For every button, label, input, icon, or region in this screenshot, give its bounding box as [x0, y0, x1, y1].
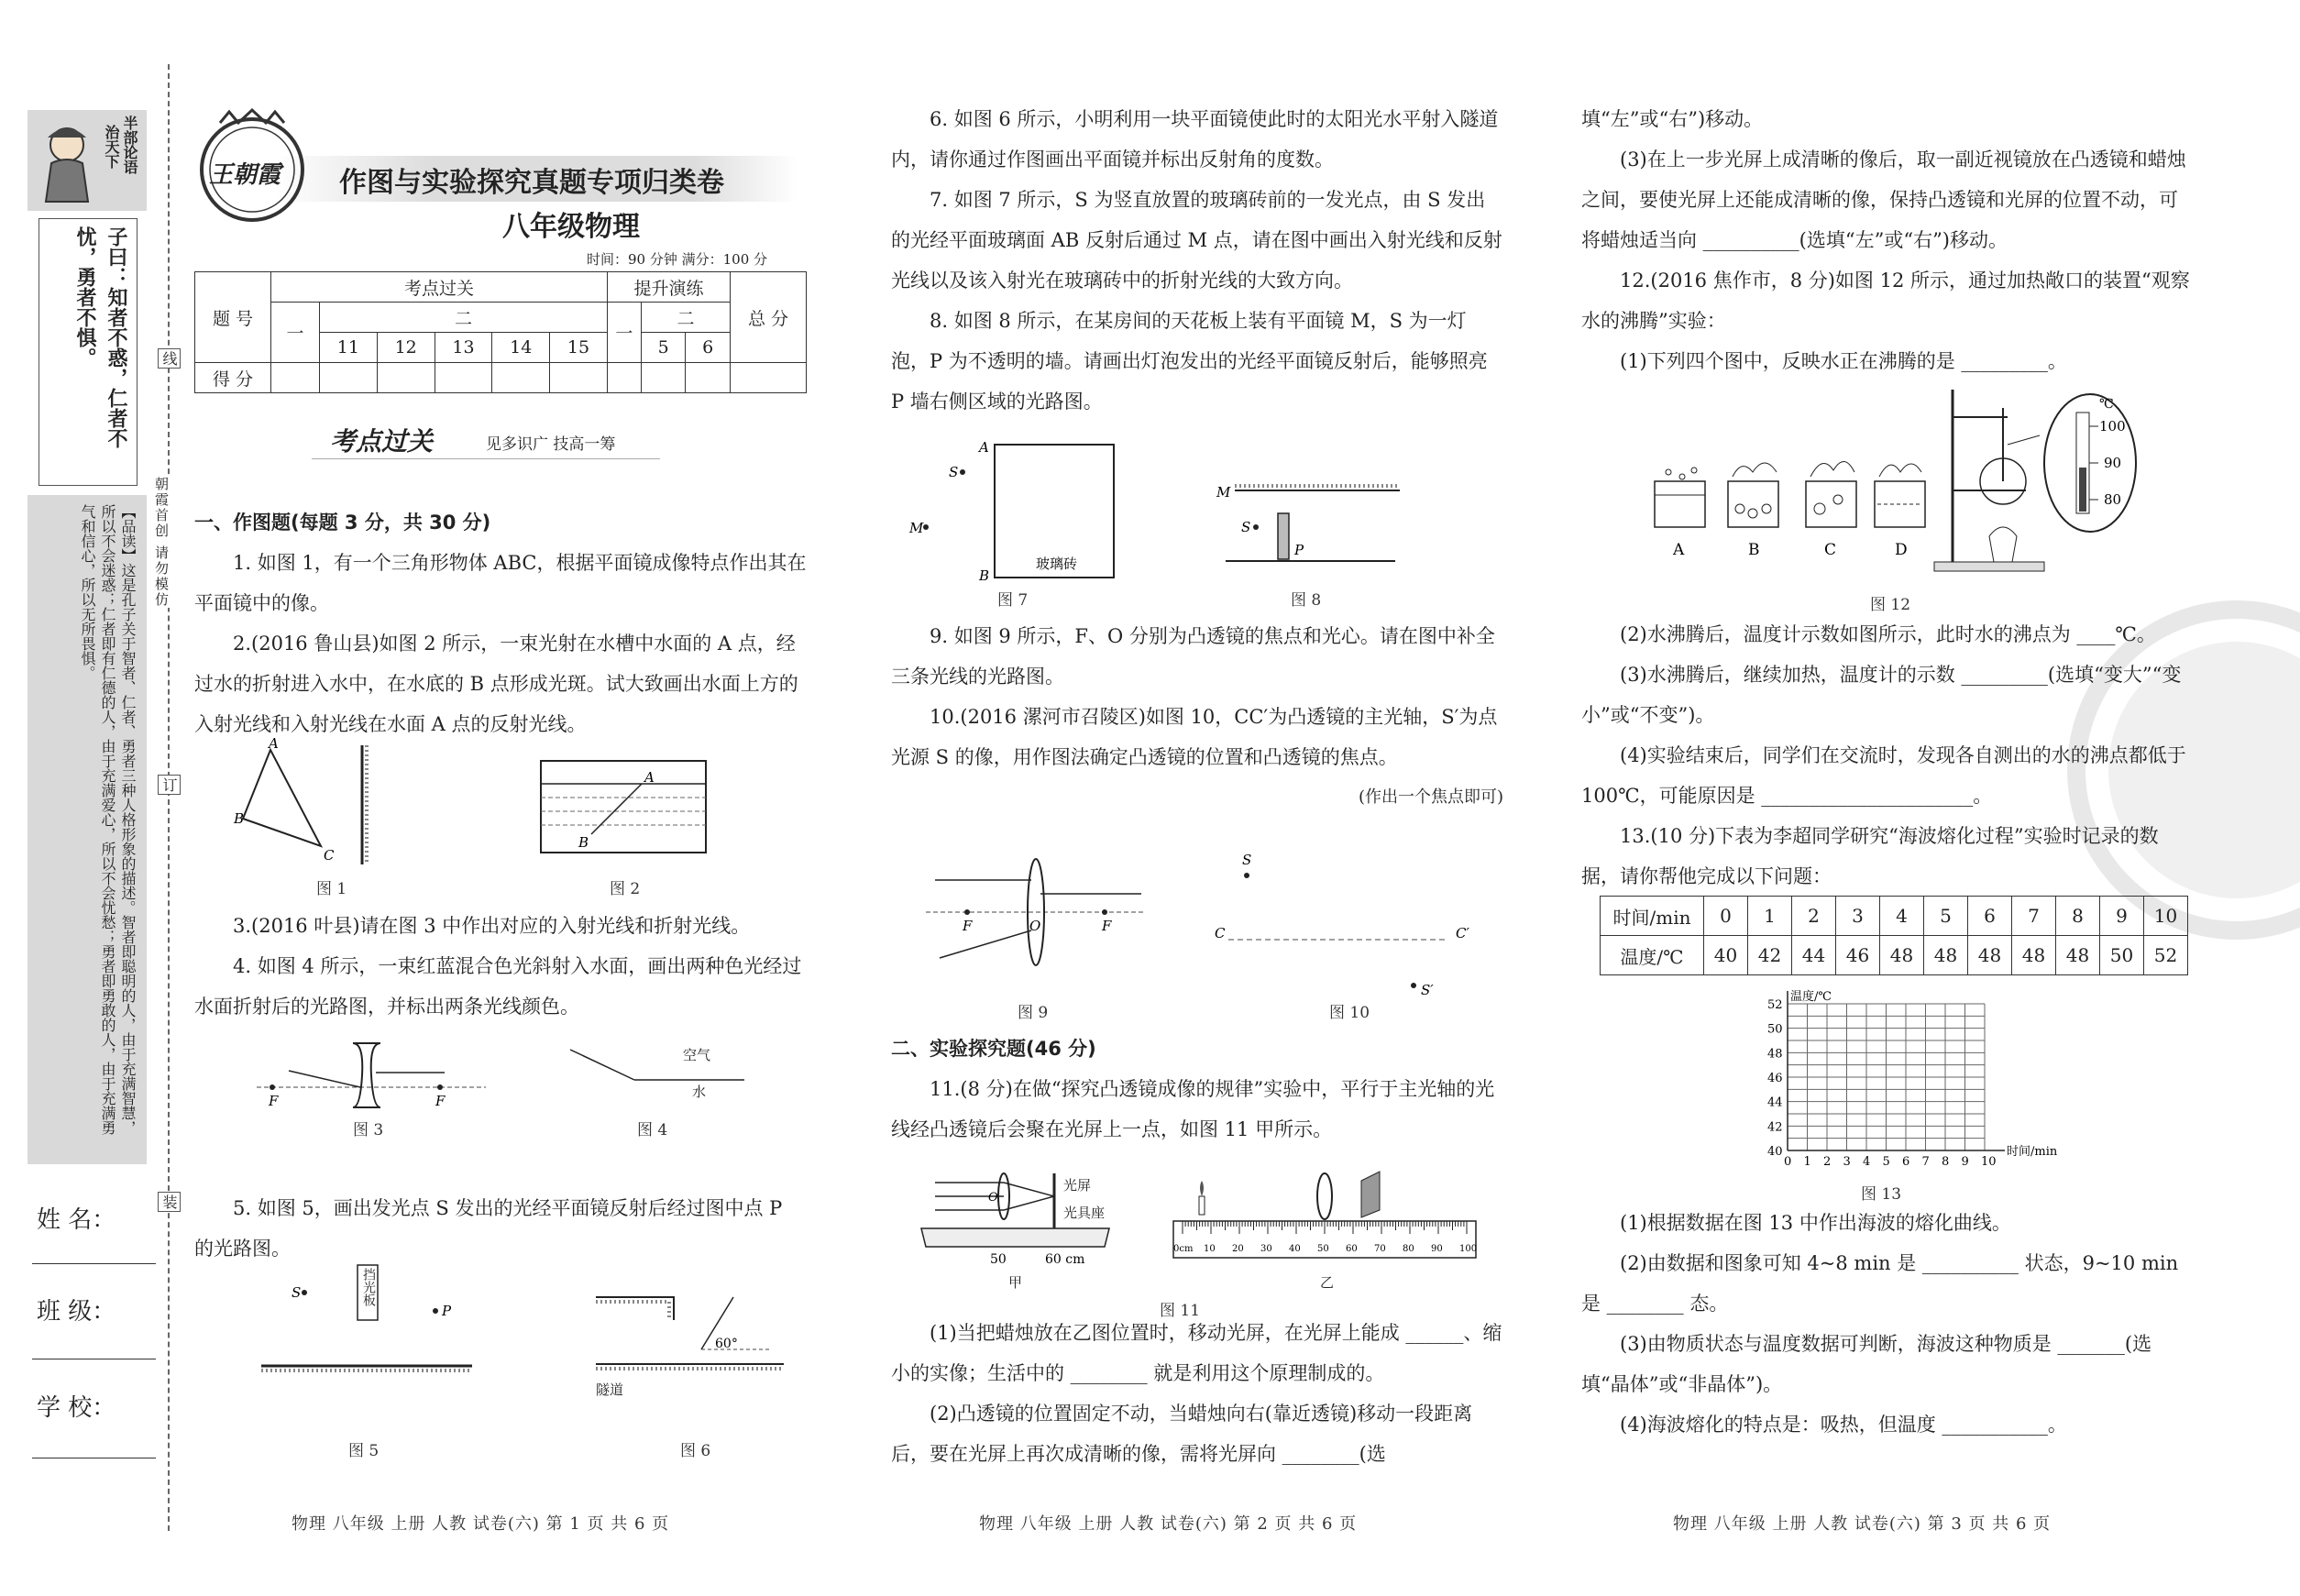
temp-cell: 48 [2056, 936, 2100, 975]
fig9-caption: 图 9 [1018, 1004, 1049, 1022]
fig7-diagram [908, 435, 1118, 582]
fig11-50: 50 [990, 1252, 1007, 1267]
q9: 9. 如图 9 所示，F、O 分别为凸透镜的焦点和光心。请在图中补全三条光线的光路图。 [891, 625, 1495, 688]
therm-80: 80 [2104, 491, 2122, 508]
page3-text-2 [1581, 614, 2194, 897]
fig7-S: S [949, 464, 959, 480]
reading-box [28, 495, 147, 1164]
fig4-diagram [561, 1045, 744, 1109]
fig8-M: M [1216, 484, 1231, 501]
exam-subtitle: 八年级物理 [502, 211, 640, 243]
n5: 5 [641, 333, 686, 363]
ruler-label: 20 [1232, 1244, 1244, 1254]
fig2-diagram [536, 756, 710, 857]
q12-2: (2)水沸腾后，温度计示数如图所示，此时水的沸点为 ____℃。 [1620, 623, 2156, 645]
time-cell: 6 [1968, 897, 2012, 936]
x-tick-label: 1 [1803, 1155, 1811, 1169]
page1-text-2 [194, 906, 807, 1027]
score-cell[interactable] [641, 363, 686, 393]
y-tick-label: 52 [1767, 998, 1783, 1012]
page2-text [891, 99, 1503, 422]
fig1-caption: 图 1 [316, 880, 347, 898]
score-cell[interactable] [607, 363, 641, 393]
fig9-F1: F [963, 918, 973, 934]
page3-text-3 [1581, 1203, 2194, 1445]
motto-sub: 治天下 [103, 125, 120, 169]
n15: 15 [550, 333, 608, 363]
cut-line [168, 64, 170, 1531]
fig10-S2: S′ [1421, 982, 1434, 998]
x-tick-label: 4 [1863, 1155, 1871, 1169]
section1-title: 一、作图题(每题 3 分，共 30 分) [194, 512, 491, 534]
footer-page1: 物理 八年级 上册 人教 试卷(六) 第 1 页 共 6 页 [292, 1514, 670, 1534]
n6: 6 [686, 333, 731, 363]
logo-text: 王朝霞 [209, 161, 281, 189]
fig7-glass: 玻璃砖 [1036, 556, 1078, 572]
ruler-label: 100 [1459, 1244, 1478, 1254]
time-cell: 5 [1924, 897, 1968, 936]
page1-text-3 [194, 1188, 807, 1269]
time-cell: 10 [2144, 897, 2188, 936]
q7: 7. 如图 7 所示，S 为竖直放置的玻璃砖前的一发光点，由 S 发出的光经平面玻璃面 AB 反射后通过 M 点，请在图中画出入射光线和反射光线以及该入射光在玻璃砖中的折射光线的大致方向。 [891, 189, 1502, 292]
ruler-label: 50 [1317, 1244, 1329, 1254]
x-axis-title: 时间/min [2007, 1145, 2058, 1159]
fig11-60: 60 cm [1045, 1252, 1085, 1267]
q13-3: (3)由物质状态与温度数据可判断，海波这种物质是 _______(选填“晶体”或“非晶体”)。 [1581, 1333, 2152, 1395]
label-C: C [1824, 541, 1837, 559]
score-table [194, 271, 807, 393]
q12-1: (1)下列四个图中，反映水正在沸腾的是 _________。 [1620, 350, 2067, 372]
fig10-caption: 图 10 [1329, 1004, 1370, 1022]
time-cell: 0 [1704, 897, 1748, 936]
time-cell: 3 [1836, 897, 1880, 936]
q6: 6. 如图 6 所示，小明利用一块平面镜使此时的太阳光水平射入隧道内，请你通过作图画出平面镜并标出反射角的度数。 [891, 108, 1499, 171]
score-cell[interactable] [435, 363, 492, 393]
therm-90: 90 [2104, 455, 2122, 471]
ruler-label: 60 [1346, 1244, 1358, 1254]
q12: 12.(2016 焦作市，8 分)如图 12 所示，通过加热敞口的装置“观察水的沸腾”实验： [1581, 270, 2190, 332]
footer-page2: 物理 八年级 上册 人教 试卷(六) 第 2 页 共 6 页 [979, 1514, 1358, 1534]
q10: 10.(2016 漯河市召陵区)如图 10，CC′为凸透镜的主光轴，S′为点光源 S 的像，用作图法确定凸透镜的位置和凸透镜的焦点。 [891, 706, 1498, 768]
temp-label: 温度/℃ [1601, 936, 1704, 975]
q2: 2.(2016 鲁山县)如图 2 所示，一束光射在水槽中水面的 A 点，经过水的折射进入水中，在水底的 B 点形成光斑。试大致画出水面上方的入射光线和入射光线在水面 A 点的反射光线。 [194, 633, 798, 735]
banner-slogan: 见多识广 技高一筹 [486, 435, 616, 454]
fig10-C: C [1215, 925, 1226, 941]
fig3-caption: 图 3 [353, 1121, 384, 1139]
h-zongfen: 总 分 [731, 272, 807, 363]
ruler-label: 10 [1204, 1244, 1216, 1254]
fig7-caption: 图 7 [997, 591, 1029, 610]
temp-cell: 46 [1836, 936, 1880, 975]
fig4-air: 空气 [683, 1047, 711, 1063]
x-tick-label: 3 [1843, 1155, 1851, 1169]
confucius-quote: 子曰：知者不惑，仁者不忧，勇者不惧。 [73, 226, 127, 448]
therm-100: 100 [2099, 418, 2126, 435]
fig11-O: O [988, 1191, 998, 1205]
banner-title: 考点过关 [330, 426, 434, 457]
fig11-yi: 乙 [1320, 1274, 1335, 1291]
fig5-S: S [292, 1284, 302, 1301]
n14: 14 [492, 333, 550, 363]
page2-text-2 [891, 616, 1503, 818]
label-B: B [1748, 541, 1760, 559]
confucius-icon [35, 119, 99, 206]
therm-unit: ℃ [2099, 397, 2114, 412]
fig11-jia: 甲 [1008, 1274, 1023, 1291]
x-tick-label: 7 [1921, 1155, 1930, 1169]
sidebar-header-box [28, 110, 147, 211]
page3-text [1581, 99, 2194, 381]
reading-text: 【品读】这是孔子关于智者、仁者、勇者三种人格形象的描述。智者即聪明的人，由于充满智慧，所以不会迷惑；仁者即有仁德的人，由于充满爱心，所以不会忧愁；勇者即勇敢的人，由于充满勇气和信心，所以无所畏惧。 [79, 504, 137, 1135]
ruler-label: 40 [1289, 1244, 1301, 1254]
temp-cell: 42 [1748, 936, 1792, 975]
fig1-B: B [234, 810, 245, 827]
ruler-label: 90 [1431, 1244, 1443, 1254]
fig8-P: P [1294, 542, 1304, 558]
x-tick-label: 0 [1784, 1155, 1792, 1169]
temp-cell: 40 [1704, 936, 1748, 975]
c-yi: 一 [271, 303, 320, 363]
score-cell[interactable] [550, 363, 608, 393]
h-kaodian: 考点过关 [271, 272, 608, 303]
x-tick-label: 2 [1823, 1155, 1832, 1169]
q5: 5. 如图 5，画出发光点 S 发出的光经平面镜反射后经过图中点 P 的光路图。 [194, 1197, 783, 1260]
h-defen: 得 分 [195, 363, 271, 393]
beaker-B [1728, 463, 1778, 527]
fig3-F1: F [269, 1093, 279, 1109]
beaker-D [1875, 464, 1925, 527]
fig6-caption: 图 6 [680, 1442, 711, 1460]
fig1-A: A [269, 735, 279, 752]
ruler-label: 0cm [1173, 1244, 1194, 1254]
section2-title: 二、实验探究题(46 分) [891, 1038, 1096, 1060]
fig2-caption: 图 2 [610, 880, 641, 898]
q10-note: (作出一个焦点即可) [1358, 787, 1503, 807]
school-label: 学 校： [37, 1394, 116, 1422]
beaker-A [1655, 468, 1705, 527]
ruler-label: 80 [1403, 1244, 1414, 1254]
x-tick-label: 10 [1981, 1155, 1997, 1169]
y-tick-label: 48 [1767, 1047, 1783, 1062]
fig12-caption: 图 12 [1870, 596, 1911, 614]
temp-cell: 44 [1792, 936, 1836, 975]
q11-3: (3)在上一步光屏上成清晰的像后，取一副近视镜放在凸透镜和蜡烛之间，要使光屏上还能成清晰的像，保持凸透镜和光屏的位置不动，可将蜡烛适当向 __________(选填“左”或“右”)移动。 [1581, 149, 2186, 251]
cut-label-note: 朝霞首创 请勿模仿 [153, 477, 170, 608]
page2-text-4 [891, 1313, 1503, 1474]
fig10-diagram [1210, 848, 1469, 1004]
c-er2: 二 [641, 303, 730, 333]
time-cell: 4 [1880, 897, 1924, 936]
temp-cell: 48 [1880, 936, 1924, 975]
q13-2: (2)由数据和图象可知 4~8 min 是 __________ 状态，9~10 min 是 ________ 态。 [1581, 1252, 2179, 1315]
melting-data-table [1600, 896, 2188, 975]
y-tick-label: 44 [1767, 1095, 1783, 1110]
name-field[interactable] [32, 1263, 156, 1264]
q4: 4. 如图 4 所示，一束红蓝混合色光斜射入水面，画出两种色光经过水面折射后的光路图，并标出两条光线颜色。 [194, 955, 802, 1018]
fig7-B: B [979, 567, 990, 584]
q11-2b: 填“左”或“右”)移动。 [1581, 108, 1764, 130]
q13-4: (4)海波熔化的特点是：吸热，但温度 ___________。 [1620, 1414, 2067, 1436]
time-row [1601, 897, 2188, 936]
fig5-shield: 挡光板 [361, 1268, 376, 1306]
ruler-label: 30 [1260, 1244, 1272, 1254]
score-cell[interactable] [492, 363, 550, 393]
beaker-C [1806, 461, 1856, 527]
temp-cell: 52 [2144, 936, 2188, 975]
score-cell[interactable] [686, 363, 731, 393]
y-tick-label: 46 [1767, 1072, 1783, 1085]
temp-cell: 48 [1968, 936, 2012, 975]
fig6-tunnel: 隧道 [596, 1381, 624, 1398]
cut-label-ding: 订 [158, 775, 181, 795]
score-cell[interactable] [271, 363, 320, 393]
fig5-P: P [442, 1303, 452, 1319]
q8: 8. 如图 8 所示，在某房间的天花板上装有平面镜 M，S 为一灯泡，P 为不透明的墙。请画出灯泡发出的光经平面镜反射后，能够照亮 P 墙右侧区域的光路图。 [891, 310, 1488, 413]
fig11-yi-diagram [1169, 1164, 1480, 1265]
footer-page3: 物理 八年级 上册 人教 试卷(六) 第 3 页 共 6 页 [1673, 1514, 2052, 1534]
label-D: D [1895, 541, 1908, 559]
time-cell: 2 [1792, 897, 1836, 936]
stand-apparatus [1934, 390, 2044, 571]
fig2-A: A [644, 769, 655, 786]
fig4-caption: 图 4 [637, 1121, 668, 1139]
fig13-chart[interactable] [1742, 990, 2058, 1178]
fig7-A: A [979, 439, 989, 456]
fig11-bench: 光具座 [1063, 1205, 1106, 1221]
fig1-C: C [324, 847, 335, 864]
y-tick-label: 50 [1767, 1022, 1783, 1037]
x-tick-label: 5 [1882, 1155, 1890, 1169]
fig9-O: O [1029, 918, 1041, 934]
fig3-diagram [252, 1034, 490, 1117]
fig4-water: 水 [692, 1084, 707, 1100]
y-tick-label: 40 [1767, 1145, 1783, 1159]
q11-2: (2)凸透镜的位置固定不动，当蜡烛向右(靠近透镜)移动一段距离后，要在光屏上再次成清晰的像，需将光屏向 ________(选 [891, 1403, 1473, 1465]
x-tick-label: 8 [1942, 1155, 1950, 1169]
time-cell: 9 [2100, 897, 2144, 936]
c-yi2: 一 [607, 303, 641, 363]
fig10-C2: C′ [1456, 925, 1469, 941]
time-cell: 1 [1748, 897, 1792, 936]
cut-label-zhuang: 装 [158, 1192, 181, 1212]
fig8-caption: 图 8 [1291, 591, 1322, 610]
time-info: 时间：90 分钟 满分：100 分 [587, 251, 768, 268]
q13: 13.(10 分)下表为李超同学研究“海波熔化过程”实验时记录的数据，请你帮他完成以下问题： [1581, 825, 2159, 887]
fig13-caption: 图 13 [1861, 1185, 1902, 1204]
c-er: 二 [320, 303, 608, 333]
fig11-caption: 图 11 [1160, 1302, 1201, 1320]
fig12-diagram [1641, 380, 2173, 578]
score-cell[interactable] [731, 363, 807, 393]
time-cell: 8 [2056, 897, 2100, 936]
score-cell[interactable] [320, 363, 378, 393]
ruler-label: 70 [1374, 1244, 1386, 1254]
h-tihao: 题 号 [195, 272, 271, 363]
q1: 1. 如图 1，有一个三角形物体 ABC，根据平面镜成像特点作出其在平面镜中的像。 [194, 552, 807, 614]
fig11-screen: 光屏 [1063, 1177, 1092, 1194]
temp-cell: 50 [2100, 936, 2144, 975]
fig2-B: B [578, 834, 589, 851]
cut-label-line: 线 [158, 348, 181, 369]
y-axis-title: 温度/℃ [1790, 990, 1832, 1004]
score-cell[interactable] [377, 363, 435, 393]
fig9-F2: F [1102, 918, 1112, 934]
y-tick-label: 42 [1767, 1120, 1783, 1135]
fig3-F2: F [435, 1093, 446, 1109]
q11-1: (1)当把蜡烛放在乙图位置时，移动光屏，在光屏上能成 ______、缩小的实像；生活中的 ________ 就是利用这个原理制成的。 [891, 1322, 1502, 1384]
x-tick-label: 6 [1902, 1155, 1910, 1169]
quote-box [39, 218, 138, 486]
class-label: 班 级： [37, 1298, 116, 1326]
n13: 13 [435, 333, 492, 363]
label-A: A [1673, 541, 1685, 559]
exam-title: 作图与实验探究真题专项归类卷 [339, 167, 724, 199]
temp-cell: 48 [2012, 936, 2056, 975]
time-cell: 7 [2012, 897, 2056, 936]
name-label: 姓 名： [37, 1206, 116, 1234]
page1-text [194, 502, 807, 744]
fig1-diagram [234, 735, 399, 869]
motto-top: 半部论语 [121, 116, 138, 174]
fig6-angle: 60° [715, 1337, 738, 1351]
sidebar [28, 110, 147, 1467]
q12-3: (3)水沸腾后，继续加热，温度计的示数 _________(选填“变大”“变小”或“不变”)。 [1581, 664, 2182, 726]
fig8-S: S [1241, 519, 1251, 535]
page2-text-3 [891, 1029, 1503, 1150]
thermometer-icon [2044, 394, 2136, 532]
n11: 11 [320, 333, 378, 363]
q11: 11.(8 分)在做“探究凸透镜成像的规律”实验中，平行于主光轴的光线经凸透镜后会聚在光屏上一点，如图 11 甲所示。 [891, 1078, 1495, 1140]
n12: 12 [377, 333, 435, 363]
fig10-S: S [1242, 852, 1252, 868]
h-tisheng: 提升演练 [607, 272, 730, 303]
fig9-diagram [921, 853, 1150, 972]
fig5-caption: 图 5 [348, 1442, 380, 1460]
q3: 3.(2016 叶县)请在图 3 中作出对应的入射光线和折射光线。 [233, 915, 751, 937]
q13-1: (1)根据数据在图 13 中作出海波的熔化曲线。 [1620, 1212, 2011, 1234]
banner-underline [312, 458, 660, 459]
q12-4: (4)实验结束后，同学们在交流时，发现各自测出的水的沸点都低于 100℃，可能原因是 ______________________。 [1581, 744, 2186, 807]
time-label: 时间/min [1601, 897, 1704, 936]
temp-cell: 48 [1924, 936, 1968, 975]
fig7-M: M [909, 520, 924, 536]
x-tick-label: 9 [1961, 1155, 1969, 1169]
temp-row [1601, 936, 2188, 975]
fig8-diagram [1212, 477, 1404, 568]
